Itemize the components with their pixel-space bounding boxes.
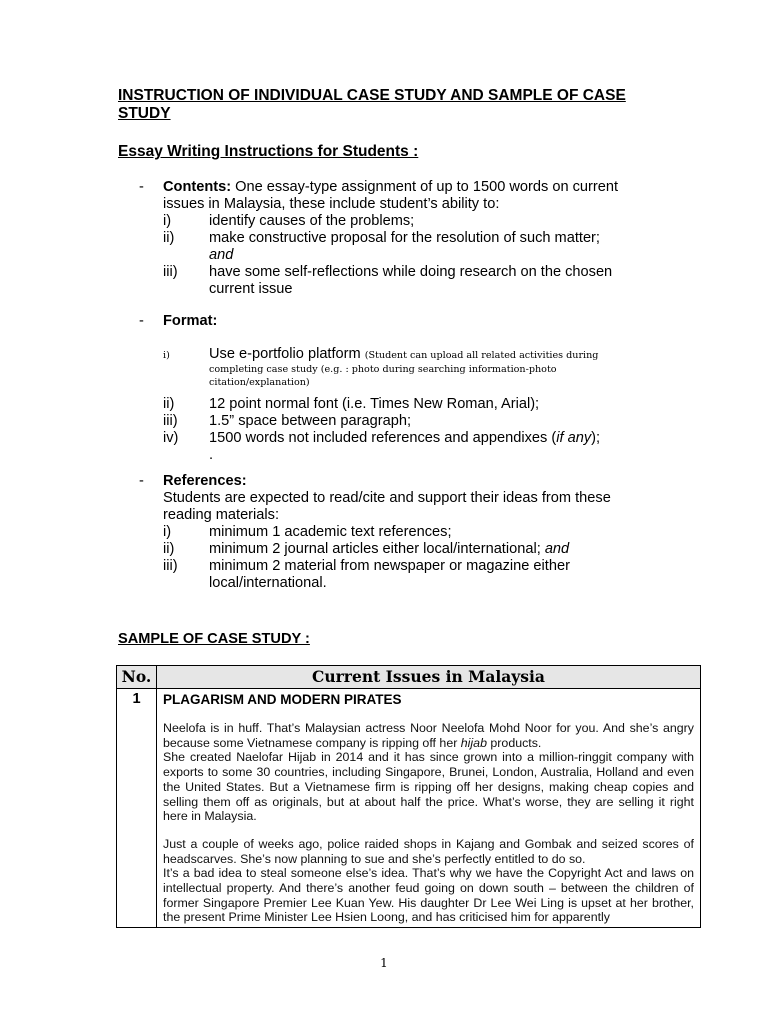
item-text: current issue bbox=[209, 281, 293, 297]
format-item bbox=[163, 430, 663, 447]
case-paragraph-italic: hijab bbox=[460, 735, 487, 750]
references-item-continuation bbox=[163, 575, 663, 592]
item-text: 12 point normal font (i.e. Times New Roman, Arial); bbox=[209, 396, 540, 412]
table-header-row bbox=[117, 666, 701, 689]
contents-body bbox=[163, 179, 663, 298]
item-number: i) bbox=[163, 350, 170, 361]
case-study-table bbox=[116, 665, 701, 928]
case-content bbox=[157, 689, 701, 928]
item-number: iv) bbox=[163, 430, 179, 446]
item-and-text: and bbox=[544, 541, 570, 557]
contents-bullet: - bbox=[139, 179, 144, 195]
item-note: citation/explanation) bbox=[209, 377, 310, 388]
document-title: INSTRUCTION OF INDIVIDUAL CASE STUDY AND SAMPLE OF CASE STUDY bbox=[118, 87, 626, 122]
format-label: Format: bbox=[163, 313, 218, 329]
case-number: 1 bbox=[117, 689, 157, 928]
contents-item-continuation bbox=[163, 281, 663, 298]
item-text: make constructive proposal for the resolution of such matter; bbox=[209, 230, 600, 246]
contents-intro-line-2: issues in Malaysia, these include student’s ability to: bbox=[163, 196, 500, 212]
format-item bbox=[163, 396, 663, 413]
item-number: ii) bbox=[163, 230, 175, 246]
item-text: have some self-reflections while doing research on the chosen bbox=[209, 264, 613, 280]
item-note: completing case study (e.g. : photo during searching information-photo bbox=[209, 364, 557, 375]
item-text-part: 1500 words not included references and appendixes ( bbox=[209, 430, 557, 446]
case-paragraph: She created Naelofar Hijab in 2014 and it has since grown into a million-ringgit company with exports to some 30 countries, including Singapore, Brunei, London, Australia, Holland and even the United States. But a Vietnamese firm is ripping off her designs, making cheap copies and selling them off as originals, but at about half the price. What’s worse, they are selling it right here in Malaysia. bbox=[163, 750, 694, 824]
item-text: Use e-portfolio platform bbox=[209, 346, 365, 362]
contents-item bbox=[163, 213, 663, 230]
item-number: ii) bbox=[163, 396, 175, 412]
format-item-eportfolio bbox=[163, 346, 663, 394]
item-number: ii) bbox=[163, 541, 175, 557]
item-text: identify causes of the problems; bbox=[209, 213, 415, 229]
format-item bbox=[163, 413, 663, 430]
item-text: minimum 2 material from newspaper or magazine either bbox=[209, 558, 570, 574]
item-number: i) bbox=[163, 213, 172, 229]
item-note: (Student can upload all related activities during bbox=[364, 350, 599, 361]
item-number: iii) bbox=[163, 413, 178, 429]
format-body bbox=[163, 313, 663, 464]
item-number: iii) bbox=[163, 558, 178, 574]
case-paragraph: It’s a bad idea to steal someone else’s idea. That’s why we have the Copyright Act and laws on intellectual property. And there’s another feud going on down south – between the children of former Singapore Premier Lee Kuan Yew. His daughter Dr Lee Wei Ling is upset at her brother, the present Prime Minister Lee Hsien Loong, and has criticised him for apparently bbox=[163, 866, 694, 925]
item-text-italic: if any bbox=[556, 430, 592, 446]
references-intro-line-1: Students are expected to read/cite and support their ideas from these bbox=[163, 490, 611, 506]
references-bullet: - bbox=[139, 473, 144, 489]
item-text: . bbox=[209, 447, 214, 463]
references-item bbox=[163, 524, 663, 541]
contents-item bbox=[163, 230, 663, 247]
item-and-text: and bbox=[209, 247, 234, 263]
case-paragraph-text: products. bbox=[486, 735, 542, 750]
item-text: minimum 1 academic text references; bbox=[209, 524, 452, 540]
contents-item bbox=[163, 264, 663, 281]
table-row bbox=[117, 689, 701, 928]
item-text-part: ); bbox=[591, 430, 601, 446]
contents-intro-line-1 bbox=[163, 179, 663, 196]
column-header-no: No. bbox=[117, 666, 157, 689]
case-paragraph-text: Neelofa is in huff. That’s Malaysian actress Noor Neelofa Mohd Noor for you. And she’s angry because some Vietnamese company is ripping off her bbox=[163, 721, 694, 750]
case-paragraph bbox=[163, 721, 694, 750]
references-body bbox=[163, 473, 663, 592]
format-bullet: - bbox=[139, 313, 144, 329]
case-title: PLAGARISM AND MODERN PIRATES bbox=[163, 692, 402, 707]
item-number: iii) bbox=[163, 264, 178, 280]
item-text-part: minimum 2 journal articles either local/international; bbox=[209, 541, 545, 557]
references-intro-line-2: reading materials: bbox=[163, 507, 279, 523]
sample-case-study-heading: SAMPLE OF CASE STUDY : bbox=[118, 631, 310, 647]
contents-item-continuation bbox=[163, 247, 663, 264]
item-text bbox=[209, 430, 659, 447]
page-number: 1 bbox=[380, 956, 388, 970]
references-item bbox=[163, 541, 663, 558]
format-item-1-text bbox=[209, 346, 669, 389]
references-label: References: bbox=[163, 473, 247, 489]
column-header-issue: Current Issues in Malaysia bbox=[157, 666, 701, 689]
item-text: local/international. bbox=[209, 575, 327, 591]
references-item bbox=[163, 558, 663, 575]
contents-intro-text: One essay-type assignment of up to 1500 words on current bbox=[231, 179, 619, 195]
case-text bbox=[163, 721, 694, 925]
format-item-continuation bbox=[163, 447, 663, 464]
case-paragraph: Just a couple of weeks ago, police raided shops in Kajang and Gombak and seized scores of headscarves. She’s now planning to sue and she’s perfectly entitled to do so. bbox=[163, 836, 694, 866]
item-text: 1.5” space between paragraph; bbox=[209, 413, 412, 429]
item-text bbox=[209, 541, 659, 558]
item-number: i) bbox=[163, 524, 172, 540]
essay-instructions-heading: Essay Writing Instructions for Students : bbox=[118, 143, 419, 160]
contents-label: Contents: bbox=[163, 179, 232, 195]
